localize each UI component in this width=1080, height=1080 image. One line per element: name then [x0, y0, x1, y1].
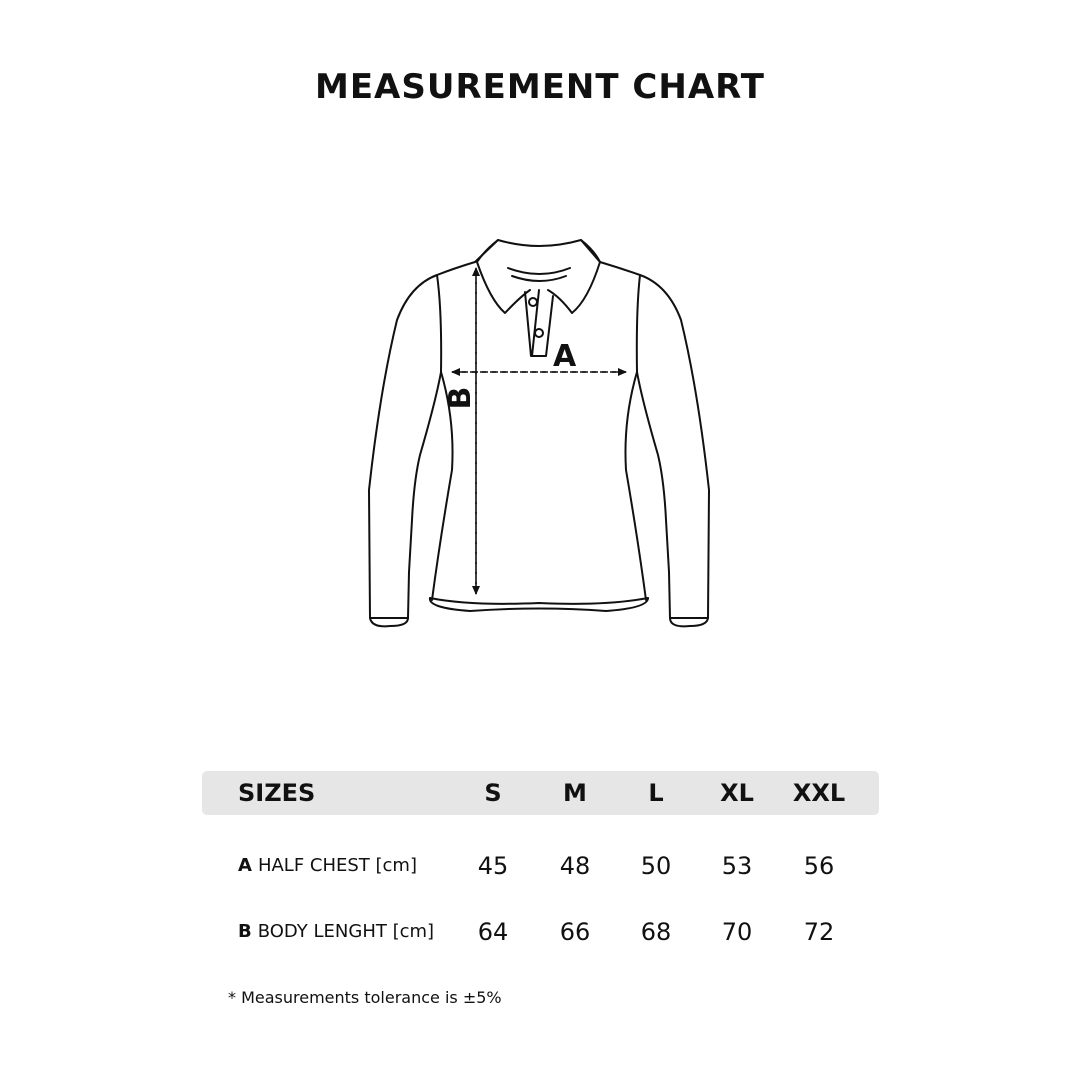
- sizes-header-label: SIZES: [238, 779, 316, 807]
- table-cell: 53: [721, 852, 753, 880]
- table-cell: 48: [559, 852, 591, 880]
- page-title: MEASUREMENT CHART: [315, 67, 765, 107]
- table-cell: 56: [803, 852, 835, 880]
- table-row-half-chest: [202, 846, 879, 886]
- polo-shirt-illustration: [360, 230, 720, 640]
- table-cell: 66: [559, 918, 591, 946]
- tolerance-footnote: * Measurements tolerance is ±5%: [228, 988, 502, 1007]
- size-table-header: [202, 771, 879, 815]
- row-label-body-length: [238, 912, 434, 952]
- table-cell: 45: [477, 852, 509, 880]
- row-text-half-chest: HALF CHEST [cm]: [257, 855, 417, 876]
- measure-label-b: B: [443, 386, 478, 410]
- table-cell: 70: [721, 918, 753, 946]
- row-letter-a: A: [238, 855, 252, 876]
- table-row-body-length: [202, 912, 879, 952]
- size-header-xl: XL: [720, 779, 754, 807]
- row-letter-b: B: [238, 921, 252, 942]
- table-cell: 72: [803, 918, 835, 946]
- long-sleeve-polo-shirt-icon: [360, 230, 720, 640]
- table-cell: 64: [477, 918, 509, 946]
- size-header-l: L: [648, 779, 664, 807]
- shirt-body-outline: [369, 262, 475, 618]
- measure-label-a: A: [553, 339, 577, 374]
- size-header-m: M: [563, 779, 587, 807]
- row-text-body-length: BODY LENGHT [cm]: [257, 921, 435, 942]
- table-cell: 50: [640, 852, 672, 880]
- size-header-s: S: [484, 779, 502, 807]
- row-label-half-chest: [238, 846, 417, 886]
- size-header-xxl: XXL: [792, 779, 846, 807]
- table-cell: 68: [640, 918, 672, 946]
